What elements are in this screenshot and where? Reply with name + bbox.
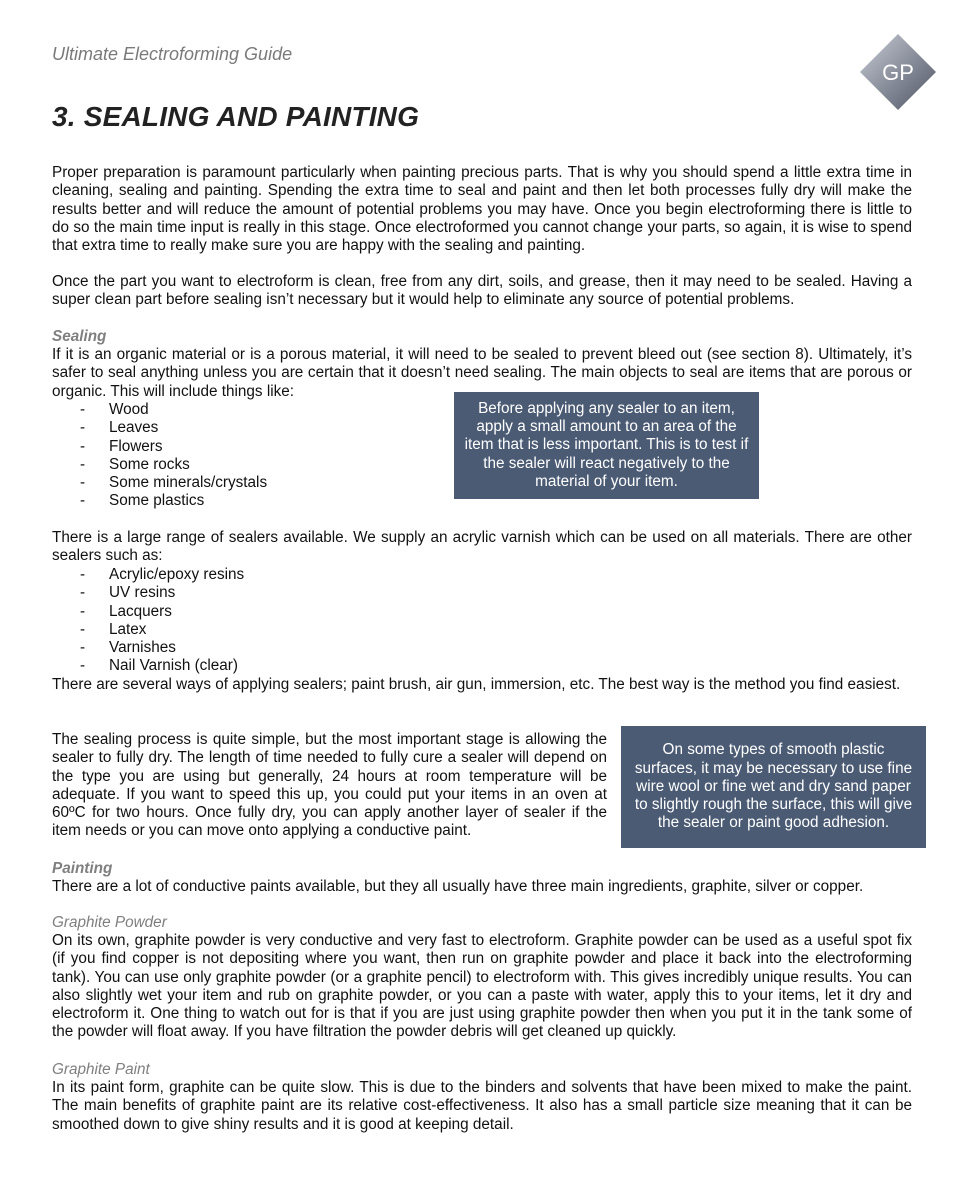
running-title: Ultimate Electroforming Guide bbox=[52, 44, 293, 64]
graphite-paint-paragraph: In its paint form, graphite can be quite slow. This is due to the binders and solvents that have been mixed to make the paint. The main benefits of graphite paint are its relative cost-effectiveness. It also has a small particle size meaning that it can be smoothed down to give shiny results and it is good at keeping detail. bbox=[52, 1079, 912, 1133]
sealing-paragraph-2: There is a large range of sealers available. We supply an acrylic varnish which can be used on all materials. There are other sealers such as: bbox=[52, 529, 912, 565]
list-item: - Nail Varnish (clear) bbox=[80, 657, 238, 675]
list-item: - Leaves bbox=[80, 419, 159, 437]
intro-paragraph-1: Proper preparation is paramount particularly when painting precious parts. That is why you should spend a little extra time in cleaning, sealing and painting. Spending the extra time to seal and paint and then let both processes fully dry will make the results better and will reduce the amount of potential problems you may have. Once you begin electroforming there is little to do so the main time input is really in this stage. Once electroformed you cannot change your parts, so again, it is wise to spend that extra time to really make sure you are happy with the sealing and painting. bbox=[52, 164, 912, 255]
painting-title: Painting bbox=[52, 860, 113, 877]
seal-items-list bbox=[80, 401, 267, 511]
list-item: - Wood bbox=[80, 401, 149, 418]
sealing-paragraph-4: The sealing process is quite simple, but the most important stage is allowing the sealer to fully dry. The length of time needed to fully cure a sealer will depend on the type you are using but generally, 24 hours at room temperature will be adequate. If you want to speed this up, you could put your items in an oven at 60ºC for two hours. Once fully dry, you can apply another layer of sealer if the item needs or you can move onto applying a conductive paint. bbox=[52, 731, 607, 840]
callout-text: Before applying any sealer to an item, apply a small amount to an area of the item that is less important. This is to test if the sealer will react negatively to the material of your item. bbox=[464, 399, 749, 490]
sealing-title: Sealing bbox=[52, 328, 107, 345]
list-item: - Lacquers bbox=[80, 602, 172, 620]
sealer-test-callout bbox=[454, 392, 759, 499]
intro-paragraph-2: Once the part you want to electroform is clean, free from any dirt, soils, and grease, then it may need to be sealed. Having a super clean part before sealing isn’t necessary but it would help to eliminate any source of potential problems. bbox=[52, 273, 912, 309]
list-item: - UV resins bbox=[80, 584, 176, 602]
sealers-list bbox=[80, 566, 244, 676]
list-item: - Some plastics bbox=[80, 492, 205, 510]
gp-logo bbox=[858, 32, 938, 112]
sealing-paragraph-3: There are several ways of applying sealers; paint brush, air gun, immersion, etc. The best way is the method you find easiest. bbox=[52, 676, 901, 693]
list-item: - Some rocks bbox=[80, 455, 190, 473]
list-item: - Acrylic/epoxy resins bbox=[80, 566, 245, 583]
list-item: - Flowers bbox=[80, 437, 163, 455]
sealing-paragraph-1: If it is an organic material or is a porous material, it will need to be sealed to prevent bleed out (see section 8). Ultimately, it’s safer to seal anything unless you are certain that it doesn’t need sealing. The main objects to seal are items that are porous or organic. This will include things like: bbox=[52, 346, 912, 400]
plastic-surface-callout bbox=[621, 726, 926, 848]
logo-text: GP bbox=[882, 60, 914, 85]
graphite-powder-title: Graphite Powder bbox=[52, 914, 167, 931]
list-item: - Latex bbox=[80, 620, 147, 638]
painting-paragraph-1: There are a lot of conductive paints available, but they all usually have three main ingredients, graphite, silver or copper. bbox=[52, 878, 864, 895]
graphite-powder-paragraph: On its own, graphite powder is very conductive and very fast to electroform. Graphite powder can be used as a useful spot fix (if you find copper is not depositing where you want, then run on graphite powder and place it back into the electroforming tank). You can use only graphite powder (or a graphite pencil) to electroform with. This gives incredibly unique results. You can also slightly wet your item and rub on graphite powder, or you can a paste with water, apply this to your items, let it dry and electroform it. One thing to watch out for is that if you are just using graphite powder then when you put it in the tank some of the powder will float away. If you have filtration the powder debris will get cleaned up quickly. bbox=[52, 932, 912, 1041]
callout-text: On some types of smooth plastic surfaces, it may be necessary to use fine wire wool or fine wet and dry sand paper to slightly rough the surface, this will give the sealer or paint good adhesion. bbox=[634, 741, 913, 832]
list-item: - Varnishes bbox=[80, 639, 176, 657]
graphite-paint-title: Graphite Paint bbox=[52, 1061, 150, 1078]
list-item: - Some minerals/crystals bbox=[80, 474, 268, 492]
section-heading: 3. SEALING AND PAINTING bbox=[52, 101, 420, 132]
